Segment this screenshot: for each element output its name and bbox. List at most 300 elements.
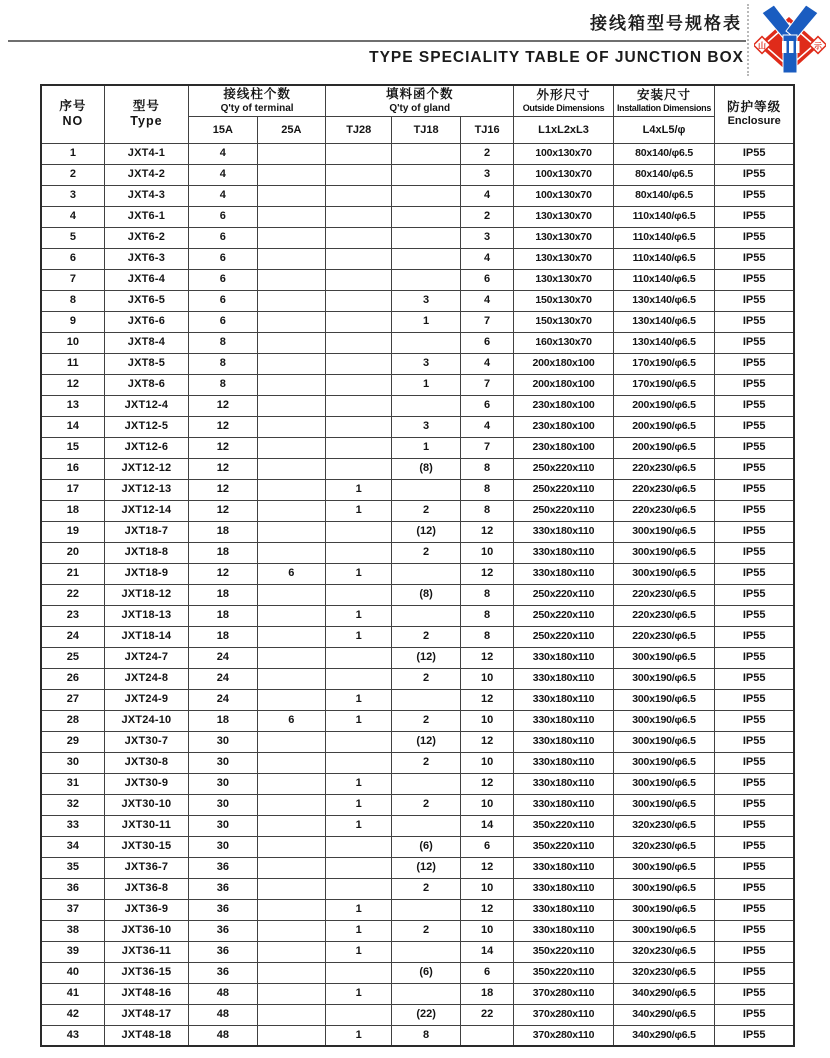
- cell-enclosure: IP55: [715, 836, 794, 857]
- cell-install: 300x190/φ6.5: [613, 542, 715, 563]
- cell-outside: 370x280x110: [514, 983, 613, 1004]
- cell-outside: 330x180x110: [514, 752, 613, 773]
- cell-tj28: [326, 542, 392, 563]
- cell-tj18: [392, 143, 461, 164]
- cell-install: 320x230/φ6.5: [613, 836, 715, 857]
- cell-outside: 200x180x100: [514, 374, 613, 395]
- cell-tj16: 6: [460, 962, 513, 983]
- cell-no: 1: [41, 143, 104, 164]
- col-header-tj16: TJ16: [460, 116, 513, 143]
- cell-outside: 130x130x70: [514, 206, 613, 227]
- cell-tj18: 3: [392, 290, 461, 311]
- cell-tj18: (12): [392, 731, 461, 752]
- table-row: [41, 185, 794, 206]
- cell-outside: 350x220x110: [514, 962, 613, 983]
- cell-enclosure: IP55: [715, 899, 794, 920]
- cell-tj18: [392, 941, 461, 962]
- cell-outside: 250x220x110: [514, 479, 613, 500]
- spec-table: [40, 84, 795, 1047]
- cell-tj16: 22: [460, 1004, 513, 1025]
- cell-type: JXT4-1: [104, 143, 188, 164]
- cell-tj18: [392, 899, 461, 920]
- cell-outside: 330x180x110: [514, 899, 613, 920]
- cell-tj16: 8: [460, 479, 513, 500]
- col-header-type-en: Type: [130, 114, 163, 129]
- cell-install: 110x140/φ6.5: [613, 227, 715, 248]
- cell-type: JXT30-10: [104, 794, 188, 815]
- cell-enclosure: IP55: [715, 332, 794, 353]
- cell-enclosure: IP55: [715, 416, 794, 437]
- cell-tj16: 10: [460, 542, 513, 563]
- table-row: [41, 836, 794, 857]
- cell-no: 41: [41, 983, 104, 1004]
- cell-25a: [257, 626, 326, 647]
- cell-tj18: 1: [392, 374, 461, 395]
- cell-outside: 130x130x70: [514, 248, 613, 269]
- cell-tj16: 8: [460, 584, 513, 605]
- cell-25a: [257, 584, 326, 605]
- cell-tj18: [392, 185, 461, 206]
- cell-tj28: 1: [326, 1025, 392, 1046]
- cell-tj28: [326, 164, 392, 185]
- cell-25a: [257, 752, 326, 773]
- cell-no: 19: [41, 521, 104, 542]
- cell-tj28: 1: [326, 710, 392, 731]
- cell-outside: 330x180x110: [514, 689, 613, 710]
- logo-divider: [747, 4, 749, 76]
- cell-type: JXT12-14: [104, 500, 188, 521]
- col-header-no: [41, 85, 104, 143]
- cell-outside: 250x220x110: [514, 605, 613, 626]
- cell-no: 13: [41, 395, 104, 416]
- cell-tj18: [392, 332, 461, 353]
- cell-tj16: 12: [460, 563, 513, 584]
- cell-25a: [257, 731, 326, 752]
- cell-type: JXT48-18: [104, 1025, 188, 1046]
- cell-type: JXT12-13: [104, 479, 188, 500]
- cell-outside: 330x180x110: [514, 731, 613, 752]
- cell-outside: 330x180x110: [514, 647, 613, 668]
- cell-25a: [257, 962, 326, 983]
- cell-15a: 4: [189, 143, 258, 164]
- cell-15a: 30: [189, 731, 258, 752]
- col-header-enclosure: [715, 85, 794, 143]
- cell-15a: 6: [189, 227, 258, 248]
- cell-enclosure: IP55: [715, 1004, 794, 1025]
- cell-tj18: 2: [392, 542, 461, 563]
- table-row: [41, 542, 794, 563]
- cell-tj16: 6: [460, 332, 513, 353]
- cell-tj28: [326, 584, 392, 605]
- table-row: [41, 983, 794, 1004]
- cell-install: 220x230/φ6.5: [613, 605, 715, 626]
- cell-type: JXT18-12: [104, 584, 188, 605]
- cell-tj28: 1: [326, 626, 392, 647]
- cell-tj16: 12: [460, 773, 513, 794]
- cell-enclosure: IP55: [715, 752, 794, 773]
- cell-tj28: 1: [326, 773, 392, 794]
- cell-type: JXT12-12: [104, 458, 188, 479]
- cell-enclosure: IP55: [715, 500, 794, 521]
- cell-tj18: (12): [392, 647, 461, 668]
- cell-install: 220x230/φ6.5: [613, 584, 715, 605]
- cell-outside: 230x180x100: [514, 437, 613, 458]
- cell-25a: [257, 248, 326, 269]
- cell-tj28: 1: [326, 605, 392, 626]
- cell-tj16: 2: [460, 143, 513, 164]
- table-row: [41, 479, 794, 500]
- col-header-gland-en: Q'ty of gland: [389, 102, 451, 114]
- cell-tj18: 2: [392, 710, 461, 731]
- cell-tj18: (22): [392, 1004, 461, 1025]
- cell-enclosure: IP55: [715, 458, 794, 479]
- cell-25a: [257, 983, 326, 1004]
- cell-install: 340x290/φ6.5: [613, 1004, 715, 1025]
- cell-type: JXT30-9: [104, 773, 188, 794]
- cell-install: 300x190/φ6.5: [613, 920, 715, 941]
- cell-25a: [257, 542, 326, 563]
- cell-25a: [257, 374, 326, 395]
- cell-install: 220x230/φ6.5: [613, 479, 715, 500]
- cell-enclosure: IP55: [715, 815, 794, 836]
- cell-tj16: 12: [460, 689, 513, 710]
- cell-enclosure: IP55: [715, 521, 794, 542]
- cell-25a: [257, 1025, 326, 1046]
- cell-type: JXT6-5: [104, 290, 188, 311]
- cell-tj28: [326, 752, 392, 773]
- cell-install: 320x230/φ6.5: [613, 962, 715, 983]
- cell-15a: 30: [189, 815, 258, 836]
- table-row: [41, 689, 794, 710]
- cell-outside: 370x280x110: [514, 1025, 613, 1046]
- cell-enclosure: IP55: [715, 206, 794, 227]
- cell-25a: [257, 269, 326, 290]
- cell-install: 340x290/φ6.5: [613, 983, 715, 1004]
- cell-tj16: 12: [460, 731, 513, 752]
- cell-tj16: 10: [460, 710, 513, 731]
- cell-no: 22: [41, 584, 104, 605]
- table-row: [41, 941, 794, 962]
- cell-25a: [257, 605, 326, 626]
- cell-type: JXT36-11: [104, 941, 188, 962]
- cell-enclosure: IP55: [715, 731, 794, 752]
- cell-enclosure: IP55: [715, 941, 794, 962]
- table-row: [41, 437, 794, 458]
- cell-25a: [257, 899, 326, 920]
- cell-15a: 18: [189, 521, 258, 542]
- cell-no: 6: [41, 248, 104, 269]
- cell-no: 17: [41, 479, 104, 500]
- cell-enclosure: IP55: [715, 689, 794, 710]
- cell-type: JXT6-2: [104, 227, 188, 248]
- cell-15a: 30: [189, 752, 258, 773]
- cell-enclosure: IP55: [715, 290, 794, 311]
- cell-install: 300x190/φ6.5: [613, 857, 715, 878]
- cell-enclosure: IP55: [715, 311, 794, 332]
- cell-no: 26: [41, 668, 104, 689]
- cell-install: 200x190/φ6.5: [613, 437, 715, 458]
- table-row: [41, 605, 794, 626]
- cell-type: JXT30-7: [104, 731, 188, 752]
- cell-enclosure: IP55: [715, 983, 794, 1004]
- cell-tj18: [392, 815, 461, 836]
- cell-tj18: 3: [392, 353, 461, 374]
- cell-tj28: 1: [326, 794, 392, 815]
- cell-install: 80x140/φ6.5: [613, 185, 715, 206]
- col-header-gland: [326, 85, 514, 116]
- cell-25a: [257, 815, 326, 836]
- col-header-l4l5: L4xL5/φ: [613, 116, 715, 143]
- cell-install: 110x140/φ6.5: [613, 248, 715, 269]
- cell-tj28: [326, 248, 392, 269]
- cell-tj16: 10: [460, 794, 513, 815]
- cell-outside: 150x130x70: [514, 290, 613, 311]
- cell-install: 130x140/φ6.5: [613, 332, 715, 353]
- col-header-no-en: NO: [62, 114, 84, 129]
- cell-tj28: [326, 437, 392, 458]
- cell-tj16: 6: [460, 395, 513, 416]
- cell-15a: 6: [189, 248, 258, 269]
- table-row: [41, 647, 794, 668]
- cell-no: 18: [41, 500, 104, 521]
- cell-install: 300x190/φ6.5: [613, 689, 715, 710]
- cell-tj18: (12): [392, 521, 461, 542]
- cell-no: 7: [41, 269, 104, 290]
- cell-15a: 18: [189, 542, 258, 563]
- cell-tj16: 12: [460, 647, 513, 668]
- table-row: [41, 731, 794, 752]
- cell-25a: [257, 353, 326, 374]
- col-header-25a: 25A: [257, 116, 326, 143]
- cell-enclosure: IP55: [715, 920, 794, 941]
- cell-outside: 250x220x110: [514, 500, 613, 521]
- cell-outside: 100x130x70: [514, 143, 613, 164]
- cell-install: 220x230/φ6.5: [613, 500, 715, 521]
- cell-tj16: 12: [460, 521, 513, 542]
- cell-outside: 330x180x110: [514, 773, 613, 794]
- cell-tj16: 10: [460, 920, 513, 941]
- table-row: [41, 290, 794, 311]
- cell-15a: 36: [189, 857, 258, 878]
- cell-15a: 18: [189, 626, 258, 647]
- cell-tj16: 4: [460, 353, 513, 374]
- cell-25a: [257, 773, 326, 794]
- cell-type: JXT24-7: [104, 647, 188, 668]
- cell-25a: [257, 521, 326, 542]
- cell-tj16: 7: [460, 437, 513, 458]
- cell-tj18: 8: [392, 1025, 461, 1046]
- cell-tj18: [392, 395, 461, 416]
- cell-type: JXT6-4: [104, 269, 188, 290]
- table-row: [41, 227, 794, 248]
- cell-outside: 200x180x100: [514, 353, 613, 374]
- cell-tj18: 3: [392, 416, 461, 437]
- cell-tj28: [326, 395, 392, 416]
- cell-no: 25: [41, 647, 104, 668]
- cell-type: JXT30-11: [104, 815, 188, 836]
- cell-15a: 18: [189, 605, 258, 626]
- col-header-tj28: TJ28: [326, 116, 392, 143]
- cell-install: 300x190/φ6.5: [613, 647, 715, 668]
- col-header-gland-zh: 填料函个数: [385, 86, 454, 101]
- cell-15a: 4: [189, 164, 258, 185]
- cell-install: 300x190/φ6.5: [613, 668, 715, 689]
- cell-15a: 24: [189, 689, 258, 710]
- cell-type: JXT6-3: [104, 248, 188, 269]
- cell-tj16: 8: [460, 626, 513, 647]
- table-row: [41, 521, 794, 542]
- cell-type: JXT24-10: [104, 710, 188, 731]
- cell-type: JXT6-1: [104, 206, 188, 227]
- cell-tj28: 1: [326, 920, 392, 941]
- cell-enclosure: IP55: [715, 773, 794, 794]
- cell-no: 27: [41, 689, 104, 710]
- cell-15a: 36: [189, 899, 258, 920]
- cell-enclosure: IP55: [715, 794, 794, 815]
- cell-15a: 36: [189, 962, 258, 983]
- brand-emblem-icon: [754, 3, 826, 79]
- cell-install: 110x140/φ6.5: [613, 206, 715, 227]
- cell-enclosure: IP55: [715, 479, 794, 500]
- cell-outside: 330x180x110: [514, 920, 613, 941]
- table-row: [41, 710, 794, 731]
- cell-enclosure: IP55: [715, 962, 794, 983]
- cell-tj28: [326, 647, 392, 668]
- cell-enclosure: IP55: [715, 248, 794, 269]
- cell-tj28: [326, 836, 392, 857]
- cell-outside: 130x130x70: [514, 269, 613, 290]
- cell-enclosure: IP55: [715, 143, 794, 164]
- cell-tj18: (8): [392, 458, 461, 479]
- cell-enclosure: IP55: [715, 647, 794, 668]
- cell-tj18: 2: [392, 794, 461, 815]
- table-row: [41, 1004, 794, 1025]
- col-header-terminal-zh: 接线柱个数: [223, 86, 291, 101]
- col-header-type-zh: 型号: [132, 98, 160, 113]
- cell-install: 80x140/φ6.5: [613, 164, 715, 185]
- cell-outside: 160x130x70: [514, 332, 613, 353]
- cell-install: 300x190/φ6.5: [613, 521, 715, 542]
- cell-25a: [257, 437, 326, 458]
- cell-25a: [257, 878, 326, 899]
- cell-no: 3: [41, 185, 104, 206]
- cell-type: JXT18-14: [104, 626, 188, 647]
- brand-logo: [754, 3, 826, 79]
- cell-type: JXT12-6: [104, 437, 188, 458]
- col-header-enclosure-en: Enclosure: [727, 115, 781, 128]
- cell-25a: [257, 647, 326, 668]
- cell-tj28: [326, 143, 392, 164]
- cell-tj18: [392, 269, 461, 290]
- cell-15a: 12: [189, 563, 258, 584]
- table-row: [41, 395, 794, 416]
- col-header-install-zh: 安装尺寸: [637, 87, 692, 102]
- col-header-enclosure-zh: 防护等级: [727, 99, 782, 114]
- cell-enclosure: IP55: [715, 437, 794, 458]
- cell-enclosure: IP55: [715, 584, 794, 605]
- cell-tj18: (8): [392, 584, 461, 605]
- cell-tj18: [392, 983, 461, 1004]
- cell-enclosure: IP55: [715, 563, 794, 584]
- cell-tj18: [392, 773, 461, 794]
- table-row: [41, 584, 794, 605]
- svg-text:山: 山: [758, 41, 766, 51]
- cell-tj28: 1: [326, 815, 392, 836]
- cell-tj28: [326, 731, 392, 752]
- cell-25a: [257, 479, 326, 500]
- cell-no: 5: [41, 227, 104, 248]
- cell-tj28: [326, 227, 392, 248]
- cell-install: 320x230/φ6.5: [613, 941, 715, 962]
- cell-tj28: [326, 311, 392, 332]
- cell-outside: 330x180x110: [514, 542, 613, 563]
- cell-tj28: [326, 206, 392, 227]
- cell-25a: [257, 164, 326, 185]
- cell-tj16: 18: [460, 983, 513, 1004]
- cell-no: 37: [41, 899, 104, 920]
- cell-install: 300x190/φ6.5: [613, 878, 715, 899]
- cell-15a: 36: [189, 920, 258, 941]
- col-header-terminal-en: Q'ty of terminal: [220, 102, 294, 114]
- cell-enclosure: IP55: [715, 374, 794, 395]
- cell-install: 220x230/φ6.5: [613, 626, 715, 647]
- cell-tj16: 4: [460, 185, 513, 206]
- cell-type: JXT48-16: [104, 983, 188, 1004]
- cell-no: 32: [41, 794, 104, 815]
- cell-tj16: 3: [460, 227, 513, 248]
- cell-type: JXT36-15: [104, 962, 188, 983]
- cell-no: 33: [41, 815, 104, 836]
- cell-15a: 30: [189, 836, 258, 857]
- cell-no: 16: [41, 458, 104, 479]
- cell-tj16: 10: [460, 752, 513, 773]
- cell-15a: 48: [189, 1025, 258, 1046]
- cell-tj16: 7: [460, 311, 513, 332]
- cell-tj28: [326, 668, 392, 689]
- cell-install: 170x190/φ6.5: [613, 374, 715, 395]
- col-header-outside-en: Outside Dimensions: [522, 103, 605, 114]
- col-header-15a: 15A: [189, 116, 258, 143]
- cell-tj18: [392, 479, 461, 500]
- cell-15a: 6: [189, 290, 258, 311]
- cell-outside: 130x130x70: [514, 227, 613, 248]
- cell-tj28: [326, 1004, 392, 1025]
- cell-tj28: [326, 332, 392, 353]
- table-row: [41, 143, 794, 164]
- table-row: [41, 962, 794, 983]
- cell-tj28: 1: [326, 899, 392, 920]
- cell-install: 300x190/φ6.5: [613, 773, 715, 794]
- cell-25a: [257, 500, 326, 521]
- cell-tj16: 6: [460, 836, 513, 857]
- cell-outside: 330x180x110: [514, 521, 613, 542]
- cell-tj18: 2: [392, 500, 461, 521]
- cell-15a: 12: [189, 395, 258, 416]
- cell-25a: [257, 836, 326, 857]
- cell-outside: 100x130x70: [514, 185, 613, 206]
- table-row: [41, 920, 794, 941]
- cell-25a: [257, 941, 326, 962]
- col-header-outside: [514, 85, 613, 116]
- table-row: [41, 206, 794, 227]
- cell-outside: 330x180x110: [514, 878, 613, 899]
- cell-tj18: [392, 164, 461, 185]
- cell-no: 40: [41, 962, 104, 983]
- cell-install: 80x140/φ6.5: [613, 143, 715, 164]
- cell-15a: 18: [189, 584, 258, 605]
- cell-install: 300x190/φ6.5: [613, 794, 715, 815]
- cell-outside: 250x220x110: [514, 458, 613, 479]
